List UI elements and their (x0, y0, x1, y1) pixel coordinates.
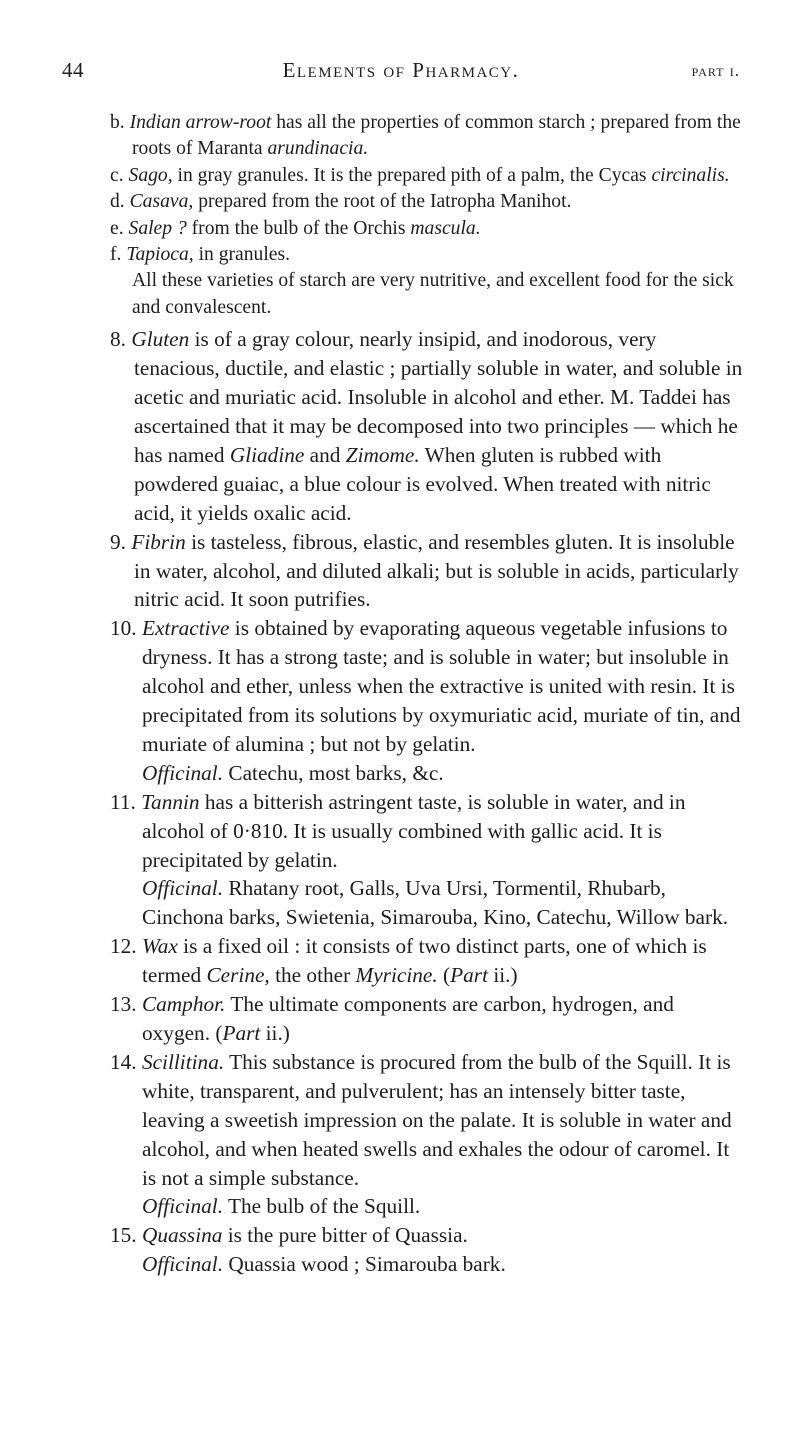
officinal-line: Officinal. Quassia wood ; Simarouba bark. (142, 1252, 506, 1277)
list-item: d. Casava, prepared from the root of the Iatropha Manihot. (110, 191, 572, 213)
list-item: c. Sago, in gray granules. It is the prepared pith of a palm, the Cycas circinalis. (110, 164, 730, 186)
list-item: f. Tapioca, in granules. (110, 244, 290, 266)
summary-paragraph: All these varieties of starch are very nutritive, and excellent food for the sick and convalescent. (132, 270, 734, 318)
part-label: part i. (691, 61, 740, 80)
page-number: 44 (62, 58, 84, 82)
list-item: e. Salep ? from the bulb of the Orchis mascula. (110, 217, 481, 239)
numbered-paragraph: 9. Fibrin is tasteless, fibrous, elastic, and resembles gluten. It is insoluble in water, alcohol, and diluted alkali; but is soluble in acids, particularly nitric acid. It soon putrifies. (110, 529, 739, 612)
numbered-paragraph: 10. Extractive is obtained by evaporating aqueous vegetable infusions to dryness. It has a strong taste; and is soluble in water; but insoluble in alcohol and ether, unless when the extractive is united with resin. It is precipitated from its solutions by oxymuriatic acid, muriate of tin, and muriate of alumina ; but not by gelatin. (110, 616, 741, 756)
list-item: b. Indian arrow-root has all the properties of common starch ; prepared from the roots of Maranta arundinacia. (110, 112, 741, 160)
page-body (110, 110, 745, 1279)
numbered-paragraph: 11. Tannin has a bitterish astringent taste, is soluble in water, and in alcohol of 0·810. It is usually combined with gallic acid. It is precipitated by gelatin. (110, 789, 686, 872)
numbered-paragraph: 13. Camphor. The ultimate components are carbon, hydrogen, and oxygen. (Part ii.) (110, 992, 674, 1045)
running-title: Elements of Pharmacy. (282, 58, 520, 82)
numbered-paragraph: 12. Wax is a fixed oil : it consists of two distinct parts, one of which is termed Cerine, the other Myricine. (Part ii.) (110, 934, 707, 988)
officinal-line: Officinal. The bulb of the Squill. (142, 1194, 421, 1219)
running-head (62, 58, 740, 88)
officinal-line: Officinal. Rhatany root, Galls, Uva Ursi, Tormentil, Rhubarb, Cinchona barks, Swietenia, Simarouba, Kino, Catechu, Willow bark. (142, 876, 729, 930)
numbered-paragraph: 14. Scillitina. This substance is procured from the bulb of the Squill. It is white, transparent, and pulverulent; has an intensely bitter taste, leaving a sweetish impression on the palate. It is soluble in water and alcohol, and when heated swells and exhales the odour of caromel. It is not a simple substance. (110, 1049, 732, 1190)
numbered-paragraph: 15. Quassina is the pure bitter of Quassia. (110, 1223, 468, 1248)
officinal-line: Officinal. Catechu, most barks, &c. (142, 760, 444, 785)
numbered-paragraph: 8. Gluten is of a gray colour, nearly insipid, and inodorous, very tenacious, ductile, and elastic ; partially soluble in water, and soluble in acetic and muriatic acid. Insoluble in alcohol and ether. M. Taddei has ascertained that it may be decomposed into two principles — which he has named Gliadine and Zimome. When gluten is rubbed with powdered guaiac, a blue colour is evolved. When treated with nitric acid, it yields oxalic acid. (110, 327, 743, 525)
